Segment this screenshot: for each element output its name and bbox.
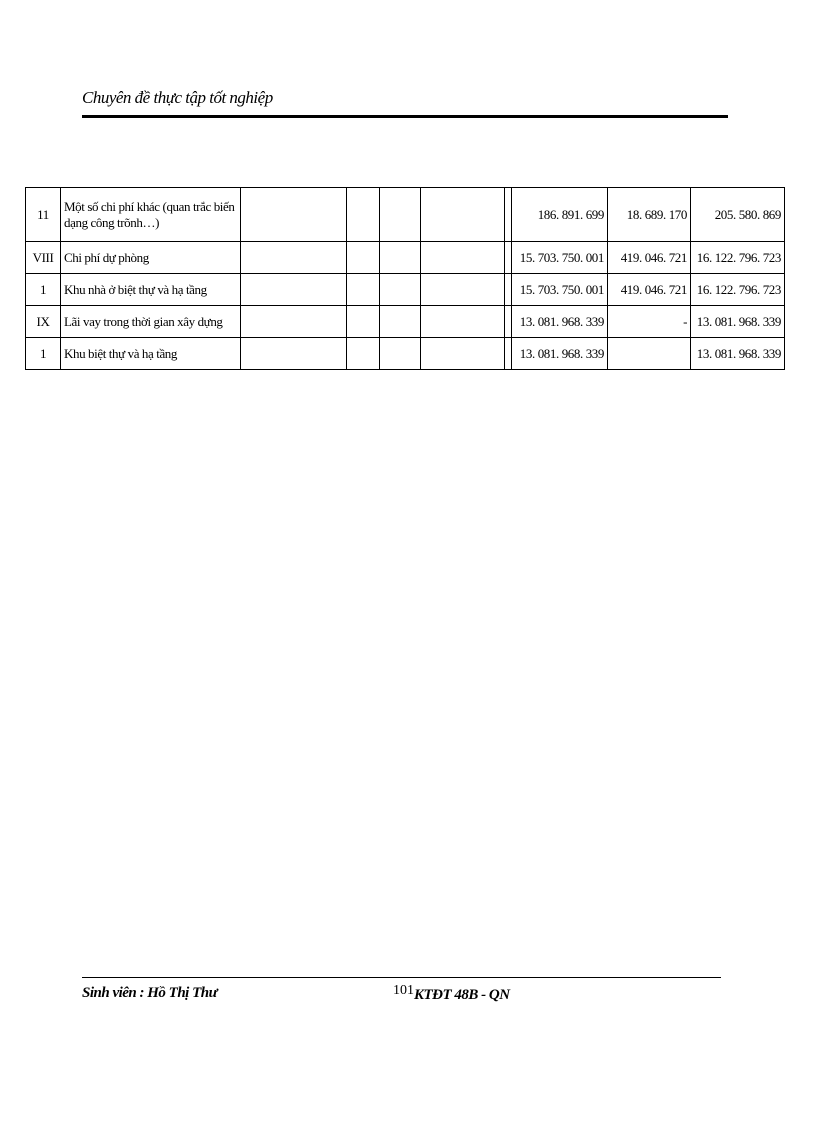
row-item-name: Khu nhà ở biệt thự và hạ tầng — [61, 274, 241, 306]
row-cell-blank — [347, 274, 380, 306]
row-cell-blank — [347, 306, 380, 338]
row-index: IX — [26, 306, 61, 338]
row-cell-blank — [347, 188, 380, 242]
cost-table — [25, 187, 785, 370]
row-cell-blank — [421, 274, 505, 306]
row-value-3: 13. 081. 968. 339 — [691, 306, 785, 338]
row-value-1: 15. 703. 750. 001 — [512, 242, 608, 274]
row-cell-blank — [505, 242, 512, 274]
table-row — [26, 274, 785, 306]
table-row — [26, 306, 785, 338]
row-item-name: Lãi vay trong thời gian xây dựng — [61, 306, 241, 338]
row-value-2: - — [608, 306, 691, 338]
table-body — [26, 188, 785, 370]
row-value-3: 205. 580. 869 — [691, 188, 785, 242]
table-row — [26, 242, 785, 274]
row-cell-blank — [241, 338, 347, 370]
row-cell-blank — [505, 338, 512, 370]
row-cell-blank — [505, 188, 512, 242]
row-value-1: 15. 703. 750. 001 — [512, 274, 608, 306]
row-index: VIII — [26, 242, 61, 274]
page-number: 101 — [393, 983, 414, 998]
row-cell-blank — [421, 188, 505, 242]
footer-class-code: KTĐT 48B - QN — [414, 987, 510, 1003]
row-value-1: 186. 891. 699 — [512, 188, 608, 242]
header-rule — [82, 115, 728, 118]
row-cell-blank — [380, 274, 421, 306]
row-value-2: 18. 689. 170 — [608, 188, 691, 242]
row-cell-blank — [505, 306, 512, 338]
row-index: 11 — [26, 188, 61, 242]
row-index: 1 — [26, 274, 61, 306]
row-value-2 — [608, 338, 691, 370]
row-value-1: 13. 081. 968. 339 — [512, 338, 608, 370]
row-item-name: Khu biệt thự và hạ tầng — [61, 338, 241, 370]
row-cell-blank — [241, 242, 347, 274]
row-value-3: 16. 122. 796. 723 — [691, 242, 785, 274]
row-cell-blank — [241, 274, 347, 306]
row-cell-blank — [347, 242, 380, 274]
header-title: Chuyên đề thực tập tốt nghiệp — [82, 88, 273, 107]
row-cell-blank — [347, 338, 380, 370]
row-cell-blank — [421, 338, 505, 370]
row-cell-blank — [380, 242, 421, 274]
row-cell-blank — [421, 242, 505, 274]
row-value-2: 419. 046. 721 — [608, 242, 691, 274]
row-item-name: Chi phí dự phòng — [61, 242, 241, 274]
row-index: 1 — [26, 338, 61, 370]
row-cell-blank — [380, 306, 421, 338]
row-value-2: 419. 046. 721 — [608, 274, 691, 306]
row-cell-blank — [380, 188, 421, 242]
table-row — [26, 188, 785, 242]
footer-student-name: Sinh viên : Hồ Thị Thư — [82, 985, 218, 1001]
footer-rule — [82, 977, 721, 978]
row-value-3: 13. 081. 968. 339 — [691, 338, 785, 370]
row-cell-blank — [380, 338, 421, 370]
row-cell-blank — [241, 306, 347, 338]
row-cell-blank — [505, 274, 512, 306]
row-cell-blank — [241, 188, 347, 242]
row-value-3: 16. 122. 796. 723 — [691, 274, 785, 306]
row-value-1: 13. 081. 968. 339 — [512, 306, 608, 338]
row-cell-blank — [421, 306, 505, 338]
table-row — [26, 338, 785, 370]
row-item-name: Một số chi phí khác (quan trắc biến dạng công trõnh…) — [61, 188, 241, 242]
